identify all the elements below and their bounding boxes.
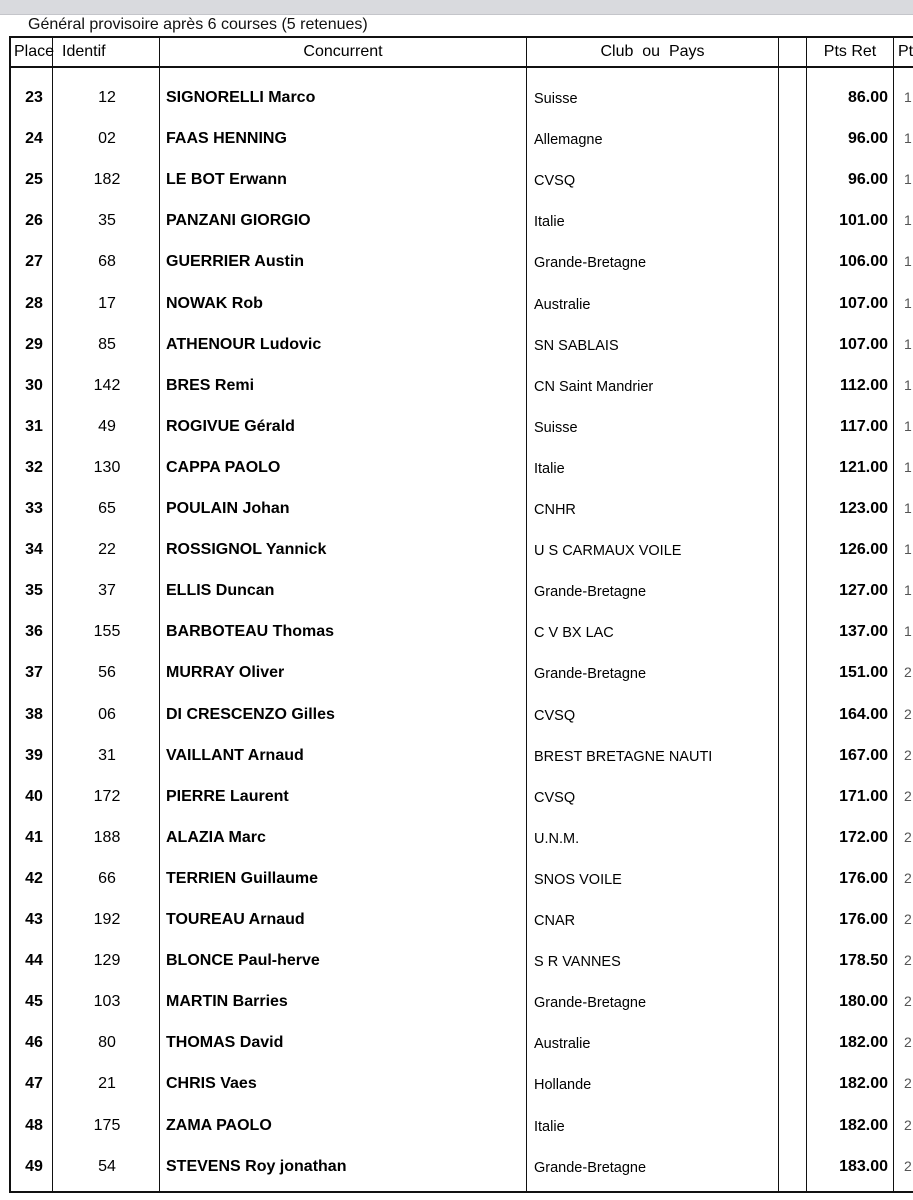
points-cell: 123.00 xyxy=(839,500,888,517)
competitor-name: GUERRIER Austin xyxy=(166,253,305,271)
table-row xyxy=(0,324,913,365)
place-cell: 47 xyxy=(25,1075,43,1093)
next-column-cell: 1 xyxy=(904,335,912,352)
points-cell: 167.00 xyxy=(839,746,888,764)
identif-cell: 142 xyxy=(93,376,121,394)
competitor-name: ZAMA PAOLO xyxy=(166,1116,272,1134)
club-cell: Grande-Bretagne xyxy=(534,1159,647,1176)
table-row xyxy=(0,200,913,241)
table-row xyxy=(0,365,913,406)
identif-cell: 12 xyxy=(98,89,116,106)
next-column-cell: 1 xyxy=(904,212,912,229)
competitor-name: ELLIS Duncan xyxy=(166,582,275,600)
points-cell: 180.00 xyxy=(839,993,888,1011)
place-cell: 27 xyxy=(25,253,43,271)
points-cell: 96.00 xyxy=(847,130,888,148)
next-column-cell: 2 xyxy=(904,869,912,886)
club-cell: Hollande xyxy=(534,1077,592,1094)
place-cell: 43 xyxy=(25,911,43,928)
place-cell: 23 xyxy=(25,89,43,106)
points-cell: 183.00 xyxy=(839,1157,888,1175)
points-cell: 164.00 xyxy=(839,705,888,723)
identif-cell: 68 xyxy=(98,253,116,271)
identif-cell: 66 xyxy=(98,869,116,887)
competitor-name: ATHENOUR Ludovic xyxy=(166,335,322,353)
header-place: Place xyxy=(14,43,55,60)
club-cell: CN Saint Mandrier xyxy=(534,378,654,395)
points-cell: 151.00 xyxy=(839,664,888,682)
club-cell: SNOS VOILE xyxy=(534,871,622,888)
next-column-cell: 1 xyxy=(904,89,912,105)
place-cell: 32 xyxy=(25,458,43,476)
competitor-name: ALAZIA Marc xyxy=(166,828,266,846)
next-column-cell: 1 xyxy=(904,541,912,558)
club-cell: Grande-Bretagne xyxy=(534,255,647,272)
next-column-cell: 1 xyxy=(904,500,912,516)
competitor-name: STEVENS Roy jonathan xyxy=(166,1157,347,1175)
identif-cell: 175 xyxy=(93,1116,121,1134)
place-cell: 29 xyxy=(25,335,43,353)
place-cell: 33 xyxy=(25,500,43,517)
place-cell: 46 xyxy=(25,1034,43,1052)
identif-cell: 49 xyxy=(98,417,116,435)
points-cell: 176.00 xyxy=(839,911,888,928)
identif-cell: 54 xyxy=(98,1157,116,1175)
identif-cell: 22 xyxy=(98,541,116,559)
club-cell: CNAR xyxy=(534,913,576,929)
competitor-name: NOWAK Rob xyxy=(166,294,263,312)
club-cell: Allemagne xyxy=(534,132,603,149)
points-cell: 101.00 xyxy=(839,212,888,230)
place-cell: 25 xyxy=(25,171,43,189)
club-cell: Grande-Bretagne xyxy=(534,584,647,601)
next-column-cell: 2 xyxy=(904,952,912,969)
points-cell: 107.00 xyxy=(839,335,888,353)
table-row xyxy=(0,241,913,282)
points-cell: 112.00 xyxy=(839,376,888,394)
table-row xyxy=(0,488,913,529)
table-row xyxy=(0,529,913,570)
competitor-name: MURRAY Oliver xyxy=(166,664,285,682)
club-cell: CNHR xyxy=(534,502,576,518)
points-cell: 126.00 xyxy=(839,541,888,559)
next-column-cell: 2 xyxy=(904,1034,912,1051)
table-row xyxy=(0,283,913,324)
competitor-name: VAILLANT Arnaud xyxy=(166,746,304,764)
table-row xyxy=(0,1146,913,1187)
next-column-cell: 1 xyxy=(904,582,912,599)
next-column-cell: 1 xyxy=(904,130,912,147)
place-cell: 44 xyxy=(25,952,43,970)
next-column-cell: 1 xyxy=(904,458,912,475)
table-row xyxy=(0,817,913,858)
points-cell: 117.00 xyxy=(839,417,888,435)
place-cell: 42 xyxy=(25,869,43,887)
competitor-name: CAPPA PAOLO xyxy=(166,458,281,476)
next-column-cell: 1 xyxy=(904,417,912,434)
competitor-name: SIGNORELLI Marco xyxy=(166,89,316,106)
competitor-name: TERRIEN Guillaume xyxy=(166,869,319,887)
points-cell: 137.00 xyxy=(839,623,888,641)
next-column-cell: 1 xyxy=(904,171,912,188)
points-cell: 182.00 xyxy=(839,1075,888,1093)
place-cell: 30 xyxy=(25,376,43,394)
table-row xyxy=(0,1022,913,1063)
competitor-name: MARTIN Barries xyxy=(166,993,288,1011)
points-cell: 176.00 xyxy=(839,869,888,887)
club-cell: Italie xyxy=(534,460,565,477)
competitor-name: FAAS HENNING xyxy=(166,130,287,148)
place-cell: 31 xyxy=(25,417,43,435)
competitor-name: CHRIS Vaes xyxy=(166,1075,257,1093)
club-cell: SN SABLAIS xyxy=(534,337,619,354)
place-cell: 36 xyxy=(25,623,43,641)
place-cell: 34 xyxy=(25,541,43,559)
competitor-name: ROSSIGNOL Yannick xyxy=(166,541,327,559)
table-row xyxy=(0,776,913,817)
place-cell: 40 xyxy=(25,787,43,805)
next-column-cell: 2 xyxy=(904,705,912,722)
identif-cell: 155 xyxy=(93,623,121,641)
next-column-cell: 2 xyxy=(904,993,912,1010)
place-cell: 38 xyxy=(25,705,43,723)
next-column-cell: 2 xyxy=(904,911,912,927)
competitor-name: ROGIVUE Gérald xyxy=(166,417,295,435)
next-column-cell: 1 xyxy=(904,294,912,311)
next-column-cell: 2 xyxy=(904,746,912,763)
identif-cell: 80 xyxy=(98,1034,116,1052)
club-cell: BREST BRETAGNE NAUTI xyxy=(534,748,713,765)
competitor-name: POULAIN Johan xyxy=(166,500,290,517)
table-row xyxy=(0,611,913,652)
points-cell: 107.00 xyxy=(839,294,888,312)
club-cell: Suisse xyxy=(534,419,578,436)
identif-cell: 02 xyxy=(98,130,116,148)
points-cell: 171.00 xyxy=(839,787,888,805)
club-cell: CVSQ xyxy=(534,173,576,190)
table-row xyxy=(0,858,913,899)
table-row xyxy=(0,77,913,118)
place-cell: 26 xyxy=(25,212,43,230)
identif-cell: 06 xyxy=(98,705,116,723)
next-column-cell: 2 xyxy=(904,787,912,804)
identif-cell: 130 xyxy=(93,458,121,476)
identif-cell: 65 xyxy=(98,500,116,517)
next-column-cell: 1 xyxy=(904,623,912,640)
identif-cell: 56 xyxy=(98,664,116,682)
identif-cell: 188 xyxy=(93,828,121,846)
table-row xyxy=(0,159,913,200)
points-cell: 127.00 xyxy=(839,582,888,600)
place-cell: 37 xyxy=(25,664,43,682)
results-caption: Général provisoire après 6 courses (5 retenues) xyxy=(28,16,368,33)
next-column-cell: 1 xyxy=(904,376,912,393)
place-cell: 28 xyxy=(25,294,43,312)
competitor-name: THOMAS David xyxy=(166,1034,284,1052)
competitor-name: BRES Remi xyxy=(166,376,255,394)
table-row xyxy=(0,118,913,159)
table-row xyxy=(0,981,913,1022)
place-cell: 41 xyxy=(25,828,43,846)
identif-cell: 103 xyxy=(93,993,121,1011)
club-cell: U S CARMAUX VOILE xyxy=(534,543,682,560)
identif-cell: 35 xyxy=(98,212,116,230)
identif-cell: 129 xyxy=(93,952,121,970)
place-cell: 45 xyxy=(25,993,43,1011)
club-cell: Italie xyxy=(534,214,565,231)
table-row xyxy=(0,940,913,981)
points-cell: 172.00 xyxy=(839,828,888,846)
top-bar xyxy=(0,0,913,15)
place-cell: 49 xyxy=(25,1157,43,1175)
club-cell: C V BX LAC xyxy=(534,625,614,642)
points-cell: 182.00 xyxy=(839,1116,888,1134)
points-cell: 96.00 xyxy=(847,171,888,189)
table-row xyxy=(0,406,913,447)
header-identif: Identif xyxy=(62,43,106,60)
place-cell: 24 xyxy=(25,130,43,148)
place-cell: 48 xyxy=(25,1116,43,1134)
club-cell: Grande-Bretagne xyxy=(534,666,647,683)
points-cell: 121.00 xyxy=(839,458,888,476)
next-column-cell: 1 xyxy=(904,253,912,270)
club-cell: Suisse xyxy=(534,91,578,107)
table-row xyxy=(0,652,913,693)
table-row xyxy=(0,899,913,940)
club-cell: Australie xyxy=(534,1036,591,1053)
header-club: Club ou Pays xyxy=(600,43,705,60)
table-row xyxy=(0,1063,913,1104)
points-cell: 106.00 xyxy=(839,253,888,271)
club-cell: CVSQ xyxy=(534,707,576,724)
identif-cell: 21 xyxy=(98,1075,116,1093)
competitor-name: DI CRESCENZO Gilles xyxy=(166,705,335,723)
club-cell: Grande-Bretagne xyxy=(534,995,647,1012)
club-cell: U.N.M. xyxy=(534,830,580,847)
competitor-name: LE BOT Erwann xyxy=(166,171,287,189)
table-row xyxy=(0,447,913,488)
header-next-column: Pt xyxy=(898,43,913,60)
next-column-cell: 2 xyxy=(904,1075,912,1092)
place-cell: 35 xyxy=(25,582,43,600)
competitor-name: BARBOTEAU Thomas xyxy=(166,623,335,641)
identif-cell: 17 xyxy=(98,294,116,312)
header-underline xyxy=(9,66,913,68)
identif-cell: 37 xyxy=(98,582,116,600)
identif-cell: 85 xyxy=(98,335,116,353)
next-column-cell: 2 xyxy=(904,664,912,681)
identif-cell: 172 xyxy=(93,787,121,805)
next-column-cell: 2 xyxy=(904,828,912,845)
competitor-name: BLONCE Paul-herve xyxy=(166,952,320,970)
table-row xyxy=(0,694,913,735)
identif-cell: 192 xyxy=(93,911,121,928)
table-row xyxy=(0,570,913,611)
points-cell: 86.00 xyxy=(847,89,888,106)
identif-cell: 182 xyxy=(93,171,121,189)
club-cell: Australie xyxy=(534,296,591,313)
points-cell: 182.00 xyxy=(839,1034,888,1052)
club-cell: Italie xyxy=(534,1118,565,1135)
place-cell: 39 xyxy=(25,746,43,764)
points-cell: 178.50 xyxy=(839,952,888,970)
table-row xyxy=(0,735,913,776)
next-column-cell: 2 xyxy=(904,1116,912,1133)
competitor-name: PIERRE Laurent xyxy=(166,787,289,805)
header-concurrent: Concurrent xyxy=(303,43,383,60)
club-cell: CVSQ xyxy=(534,789,576,806)
club-cell: S R VANNES xyxy=(534,954,621,971)
competitor-name: TOUREAU Arnaud xyxy=(166,911,305,928)
header-pts-ret: Pts Ret xyxy=(823,43,877,60)
competitor-name: PANZANI GIORGIO xyxy=(166,212,311,230)
next-column-cell: 2 xyxy=(904,1157,912,1174)
identif-cell: 31 xyxy=(98,746,116,764)
table-row xyxy=(0,1105,913,1146)
